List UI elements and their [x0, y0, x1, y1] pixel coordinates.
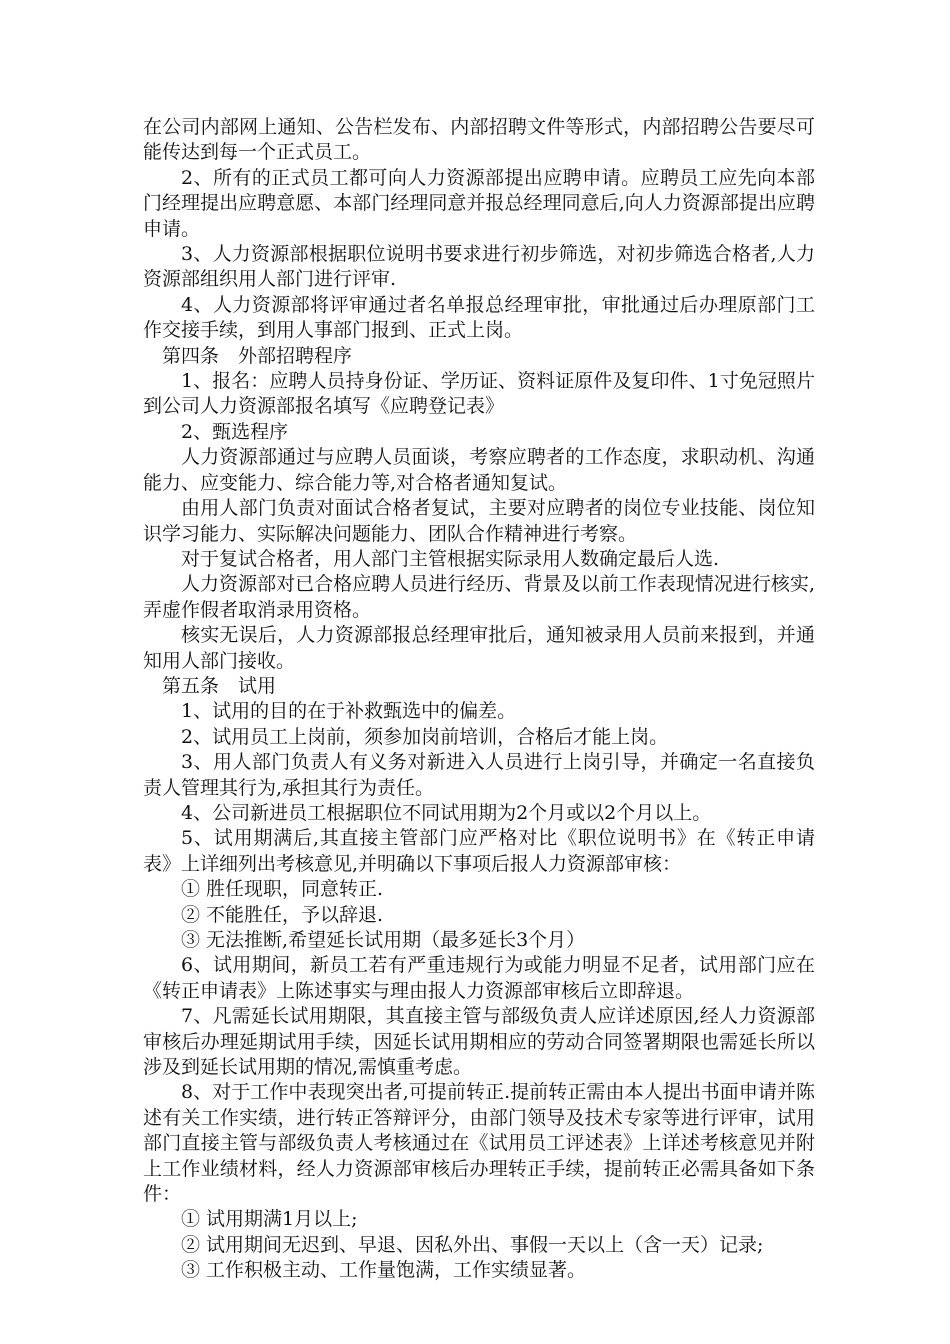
body-paragraph: 人力资源部对已合格应聘人员进行经历、背景及以前工作表现情况进行核实,弄虚作假者取消录用资格。	[143, 573, 815, 621]
body-paragraph: 3、用人部门负责人有义务对新进入人员进行上岗引导，并确定一名直接负责人管理其行为,承担其行为责任。	[143, 751, 815, 799]
body-paragraph: 核实无误后，人力资源部报总经理审批后，通知被录用人员前来报到，并通知用人部门接收。	[143, 624, 815, 672]
body-paragraph: ③ 工作积极主动、工作量饱满，工作实绩显著。	[181, 1259, 587, 1282]
body-paragraph: 1、试用的目的在于补救甄选中的偏差。	[181, 700, 517, 723]
body-paragraph: 由用人部门负责对面试合格者复试，主要对应聘者的岗位专业技能、岗位知识学习能力、实际解决问题能力、团队合作精神进行考察。	[143, 497, 815, 545]
document-page	[143, 115, 815, 1284]
body-paragraph: 对于复试合格者，用人部门主管根据实际录用人数确定最后人选.	[181, 547, 720, 570]
body-paragraph: 1、报名：应聘人员持身份证、学历证、资料证原件及复印件、1寸免冠照片到公司人力资源部报名填写《应聘登记表》	[143, 370, 815, 418]
body-paragraph: 2、甄选程序	[181, 420, 289, 443]
body-paragraph: 4、人力资源部将评审通过者名单报总经理审批，审批通过后办理原部门工作交接手续，到用人事部门报到、正式上岗。	[143, 293, 815, 342]
body-paragraph: ① 胜任现职，同意转正.	[181, 878, 384, 901]
body-paragraph: ② 试用期间无迟到、早退、因私外出、事假一天以上（含一天）记录;	[181, 1233, 764, 1256]
body-paragraph: ① 试用期满1月以上;	[181, 1208, 358, 1231]
body-paragraph: 2、试用员工上岗前，须参加岗前培训，合格后才能上岗。	[181, 725, 669, 748]
body-paragraph: 8、对于工作中表现突出者,可提前转正.提前转正需由本人提出书面申请并陈述有关工作实绩，进行转正答辩评分，由部门领导及技术专家等进行评审，试用部门直接主管与部级负责人考核通过在《试用员工评述表》上详述考核意见并附上工作业绩材料，经人力资源部审核后办理转正手续，提前转正必需具备如下条件：	[143, 1081, 815, 1206]
body-paragraph: 7、凡需延长试用期限，其直接主管与部级负责人应详述原因,经人力资源部审核后办理延期试用手续，因延长试用期相应的劳动合同签署期限也需延长所以涉及到延长试用期的情况,需慎重考虑。	[143, 1005, 815, 1079]
body-paragraph: ② 不能胜任，予以辞退.	[181, 903, 384, 926]
body-paragraph: 5、试用期满后,其直接主管部门应严格对比《职位说明书》在《转正申请表》上详细列出考核意见,并明确以下事项后报人力资源部审核：	[143, 827, 815, 875]
article-heading: 第五条 试用	[162, 674, 277, 697]
body-paragraph: 4、公司新进员工根据职位不同试用期为2个月或以2个月以上。	[181, 801, 712, 824]
body-paragraph: 2、所有的正式员工都可向人力资源部提出应聘申请。应聘员工应先向本部门经理提出应聘意愿、本部门经理同意并报总经理同意后,向人力资源部提出应聘申请。	[143, 166, 815, 240]
article-heading: 第四条 外部招聘程序	[162, 344, 353, 367]
body-paragraph: ③ 无法推断,希望延长试用期（最多延长3个月）	[181, 929, 586, 951]
body-paragraph: 人力资源部通过与应聘人员面谈，考察应聘者的工作态度，求职动机、沟通能力、应变能力、综合能力等,对合格者通知复试。	[143, 446, 815, 494]
body-paragraph: 6、试用期间，新员工若有严重违规行为或能力明显不足者，试用部门应在《转正申请表》上陈述事实与理由报人力资源部审核后立即辞退。	[143, 954, 815, 1002]
body-paragraph: 在公司内部网上通知、公告栏发布、内部招聘文件等形式，内部招聘公告要尽可能传达到每一个正式员工。	[143, 116, 815, 164]
body-paragraph: 3、人力资源部根据职位说明书要求进行初步筛选，对初步筛选合格者,人力资源部组织用人部门进行评审.	[143, 243, 815, 291]
